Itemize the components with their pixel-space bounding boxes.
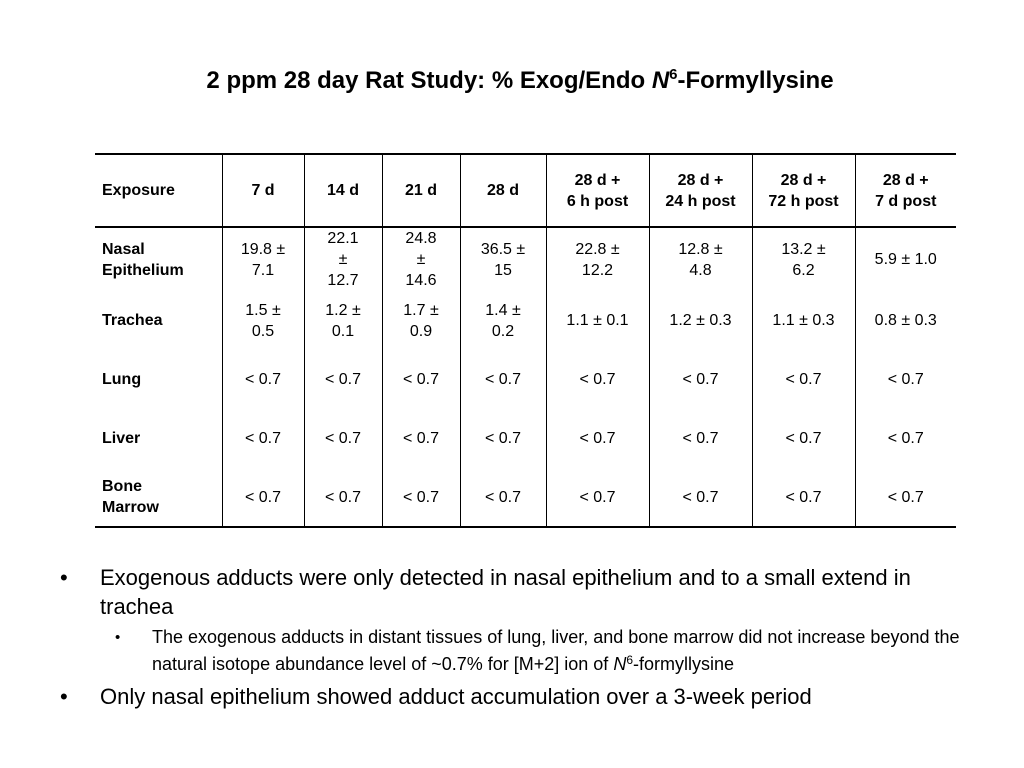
cell-line: 1.4 ± — [485, 301, 521, 319]
cell-line: 0.9 — [409, 322, 433, 340]
table-cell — [382, 350, 460, 409]
cell-line: < 0.7 — [682, 430, 719, 447]
row-header-line: Epithelium — [102, 261, 184, 279]
column-header — [649, 154, 752, 227]
title-suffix: -Formyllysine — [677, 67, 834, 94]
column-header — [460, 154, 546, 227]
bullet-marker: • — [60, 565, 68, 590]
table-cell — [649, 291, 752, 350]
row-header — [95, 350, 222, 409]
column-header — [222, 154, 304, 227]
cell-line: 1.7 ± — [403, 301, 439, 319]
column-header — [855, 154, 956, 227]
cell-line: < 0.7 — [484, 371, 522, 388]
bullet-item — [0, 682, 1024, 711]
cell-line: < 0.7 — [402, 430, 440, 447]
cell-line: < 0.7 — [244, 488, 282, 506]
header-line: 28 d + — [574, 171, 621, 189]
cell-line: < 0.7 — [579, 430, 616, 447]
cell-line: ± — [416, 251, 426, 268]
table-cell — [382, 227, 460, 291]
cell-line: 7.1 — [251, 261, 275, 279]
column-header — [752, 154, 855, 227]
table-cell — [460, 409, 546, 468]
cell-line: < 0.7 — [402, 488, 440, 506]
cell-line: < 0.7 — [244, 430, 282, 447]
cell-line: < 0.7 — [579, 371, 616, 388]
cell-line: 22.1 — [327, 230, 359, 247]
cell-line: 0.2 — [491, 322, 515, 340]
sub-bullet-superscript: 6 — [626, 653, 633, 667]
table-row — [95, 409, 956, 468]
table-cell — [855, 409, 956, 468]
cell-line: 0.5 — [251, 322, 275, 340]
table-cell — [752, 350, 855, 409]
bullet-text: Only nasal epithelium showed adduct accumulation over a 3-week period — [100, 684, 812, 709]
table-cell — [649, 350, 752, 409]
header-line: Exposure — [102, 182, 175, 199]
table-cell — [304, 468, 382, 527]
cell-line: < 0.7 — [887, 488, 924, 506]
header-line: 28 d + — [882, 171, 929, 189]
header-line: 7 d — [251, 182, 275, 199]
row-header-line: Bone — [102, 478, 142, 495]
cell-line: < 0.7 — [682, 371, 719, 388]
row-header-line: Liver — [102, 430, 141, 447]
cell-line: 14.6 — [405, 272, 437, 289]
table-cell — [752, 409, 855, 468]
sub-bullet-italic-n: N — [613, 654, 627, 674]
header-line: 6 h post — [566, 192, 629, 210]
table-cell — [304, 227, 382, 291]
table-cell — [222, 409, 304, 468]
cell-line: 6.2 — [792, 261, 815, 279]
formyllysine-table — [95, 153, 956, 528]
table-cell — [546, 350, 649, 409]
header-line: 72 h post — [768, 192, 839, 210]
cell-line: 12.7 — [327, 272, 359, 289]
table-cell — [855, 227, 956, 291]
slide-title — [0, 66, 1024, 96]
cell-line: 15 — [494, 261, 512, 279]
cell-line: < 0.7 — [785, 430, 822, 447]
header-line: 7 d post — [875, 192, 937, 210]
table-cell — [855, 468, 956, 527]
cell-line: < 0.7 — [324, 371, 362, 388]
cell-line: 36.5 ± — [480, 240, 526, 258]
table-cell — [222, 350, 304, 409]
sub-bullet-marker: • — [115, 629, 121, 646]
row-header — [95, 291, 222, 350]
table-cell — [222, 227, 304, 291]
bullet-item — [0, 563, 1024, 621]
table-cell — [304, 291, 382, 350]
cell-line: 0.1 — [331, 322, 355, 340]
table-cell — [382, 409, 460, 468]
sub-bullet-text — [152, 624, 982, 678]
table-cell — [460, 350, 546, 409]
table-cell — [649, 227, 752, 291]
table-cell — [649, 409, 752, 468]
cell-line: < 0.7 — [324, 488, 362, 506]
header-line: 28 d — [486, 182, 519, 199]
column-header — [382, 154, 460, 227]
table-cell — [222, 291, 304, 350]
table-row — [95, 350, 956, 409]
table-body — [95, 227, 956, 527]
sub-bullet-suffix: -formyllysine — [633, 654, 735, 674]
row-header — [95, 409, 222, 468]
cell-line: < 0.7 — [484, 488, 522, 506]
table-cell — [460, 468, 546, 527]
cell-line: 1.2 ± 0.3 — [669, 312, 732, 329]
header-line: 21 d — [404, 182, 437, 199]
table-cell — [546, 409, 649, 468]
cell-line: < 0.7 — [579, 488, 616, 506]
cell-line: 5.9 ± 1.0 — [874, 251, 937, 268]
cell-line: < 0.7 — [785, 371, 822, 388]
cell-line: 22.8 ± — [575, 240, 620, 258]
table-cell — [855, 350, 956, 409]
bullet-marker: • — [60, 684, 68, 709]
table-cell — [855, 291, 956, 350]
sub-bullet-body: The exogenous adducts in distant tissues of lung, liver, and bone marrow did not increase beyond the natural isotope abundance level of ~0.7% for [M+2] ion of — [152, 627, 960, 674]
cell-line: 4.8 — [689, 261, 712, 279]
cell-line: 1.1 ± 0.3 — [772, 312, 835, 329]
header-line: 28 d + — [780, 171, 827, 189]
bullet-text: Exogenous adducts were only detected in nasal epithelium and to a small extend in trachea — [100, 565, 911, 619]
table-cell — [752, 291, 855, 350]
column-header — [546, 154, 649, 227]
title-prefix: 2 ppm 28 day Rat Study: % Exog/Endo — [206, 67, 652, 94]
cell-line: 1.1 ± 0.1 — [566, 312, 629, 329]
cell-line: < 0.7 — [785, 488, 822, 506]
table-cell — [460, 291, 546, 350]
cell-line: < 0.7 — [887, 371, 924, 388]
cell-line: < 0.7 — [484, 430, 522, 447]
table-cell — [546, 291, 649, 350]
table-cell — [546, 468, 649, 527]
cell-line: 19.8 ± — [240, 240, 286, 258]
table-cell — [382, 291, 460, 350]
column-header — [304, 154, 382, 227]
cell-line: 1.5 ± — [245, 301, 281, 319]
cell-line: ± — [338, 251, 348, 268]
table-row — [95, 291, 956, 350]
bullet-list — [0, 563, 1024, 711]
header-line: 14 d — [326, 182, 359, 199]
title-superscript: 6 — [669, 66, 678, 83]
table-cell — [382, 468, 460, 527]
title-italic-n: N — [651, 67, 670, 94]
header-line: 28 d + — [677, 171, 724, 189]
column-header — [95, 154, 222, 227]
row-header-line: Trachea — [102, 312, 163, 329]
cell-line: < 0.7 — [324, 430, 362, 447]
table-cell — [460, 227, 546, 291]
cell-line: < 0.7 — [402, 371, 440, 388]
table-header-row — [95, 154, 956, 227]
table-cell — [304, 409, 382, 468]
row-header — [95, 468, 222, 527]
row-header-line: Marrow — [102, 499, 159, 516]
table-row — [95, 468, 956, 527]
table-cell — [546, 227, 649, 291]
table-cell — [752, 227, 855, 291]
cell-line: 1.2 ± — [325, 301, 361, 319]
table-row — [95, 227, 956, 291]
table-cell — [752, 468, 855, 527]
cell-line: 13.2 ± — [781, 240, 826, 258]
cell-line: 12.8 ± — [678, 240, 723, 258]
cell-line: < 0.7 — [244, 371, 282, 388]
row-header — [95, 227, 222, 291]
table-cell — [222, 468, 304, 527]
header-line: 24 h post — [665, 192, 736, 210]
cell-line: 0.8 ± 0.3 — [874, 312, 937, 329]
sub-bullet-item — [0, 624, 1024, 678]
row-header-line: Lung — [102, 371, 142, 388]
table-cell — [304, 350, 382, 409]
row-header-line: Nasal — [102, 240, 145, 258]
table-cell — [649, 468, 752, 527]
cell-line: 24.8 — [405, 230, 437, 247]
cell-line: < 0.7 — [887, 430, 924, 447]
cell-line: 12.2 — [581, 261, 614, 279]
cell-line: < 0.7 — [682, 488, 719, 506]
